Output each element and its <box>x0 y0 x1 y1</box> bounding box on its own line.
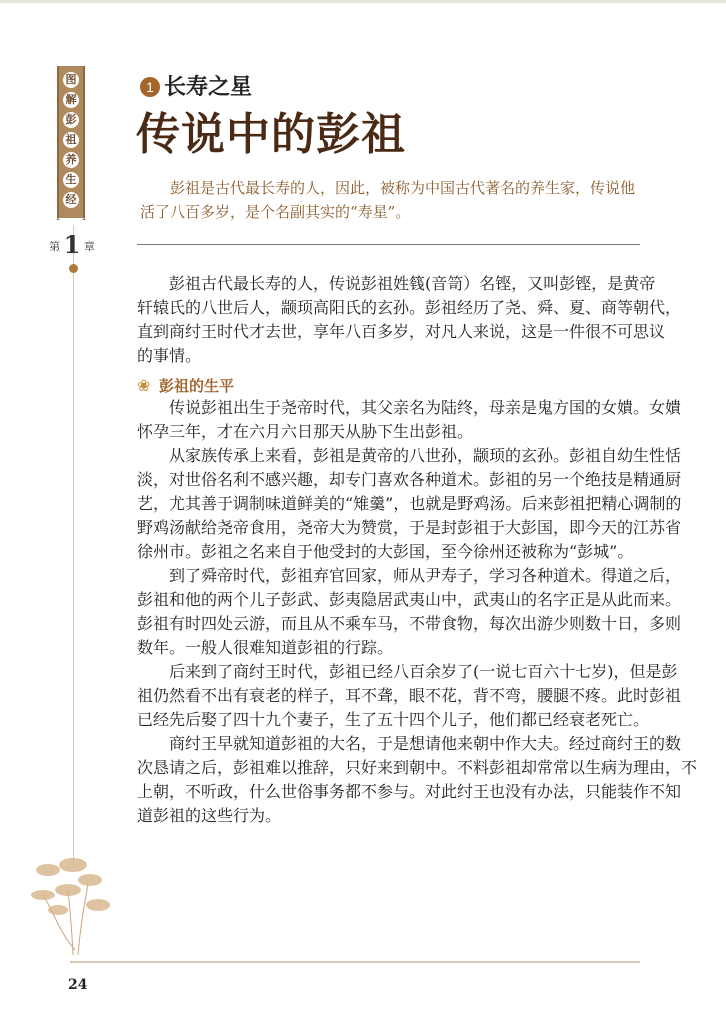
paragraph-line: 已经先后娶了四十九个妻子，生了五十四个儿子，他们都已经衰老死亡。 <box>137 710 650 729</box>
series-title-char: 养 <box>63 152 79 168</box>
section-heading-text: 彭祖的生平 <box>159 377 235 395</box>
margin-rule <box>73 225 74 865</box>
paragraph-line: 的事情。 <box>137 346 202 365</box>
paragraph-line: 道彭祖的这些行为。 <box>137 806 282 825</box>
chapter-number: 1 <box>63 230 81 259</box>
series-title-char: 生 <box>63 172 79 188</box>
paragraph-line: 上朝，不听政，什么世俗事务都不参与。对此纣王也没有办法，只能装作不知 <box>137 782 682 801</box>
paragraph-line: 怀孕三年，才在六月六日那天从胁下生出彭祖。 <box>137 422 474 441</box>
paragraph-line: 淡，对世俗名利不感兴趣，却专门喜欢各种道术。彭祖的另一个绝技是精通厨 <box>137 470 682 489</box>
paragraph-line: 祖仍然看不出有衰老的样子，耳不聋，眼不花，背不弯，腰腿不疼。此时彭祖 <box>137 686 682 705</box>
paragraph-line: 艺，尤其善于调制味道鲜美的“雉羹”，也就是野鸡汤。后来彭祖把精心调制的 <box>137 494 682 513</box>
paragraph-line: 次恳请之后，彭祖难以推辞，只好来到朝中。不料彭祖却常常以生病为理由，不 <box>137 758 698 777</box>
series-title-char: 图 <box>63 72 79 88</box>
paragraph-line: 彭祖有时四处云游，而且从不乘车马，不带食物，每次出游少则数十日，多则 <box>137 614 682 633</box>
paragraph-line: 数年。一般人很难知道彭祖的行踪。 <box>137 638 394 657</box>
tree-illustration-icon <box>28 850 118 960</box>
paragraph-line: 传说彭祖出生于尧帝时代，其父亲名为陆终，母亲是鬼方国的女嬇。女嬇 <box>169 398 682 417</box>
paragraph-line: 到了舜帝时代，彭祖弃官回家，师从尹寿子，学习各种道术。得道之后， <box>169 566 682 585</box>
paragraph-line: 从家族传承上来看，彭祖是黄帝的八世孙，颛顼的玄孙。彭祖自幼生性恬 <box>169 446 682 465</box>
series-title-char: 彭 <box>63 112 79 128</box>
paragraph-line: 彭祖和他的两个儿子彭武、彭夷隐居武夷山中，武夷山的名字正是从此而来。 <box>137 590 682 609</box>
series-title-char: 经 <box>63 192 79 208</box>
page-number: 24 <box>68 977 88 993</box>
footer-rule <box>70 961 640 963</box>
section-number-badge: 1 <box>140 77 160 97</box>
band-notch <box>57 218 85 226</box>
series-title-char: 祖 <box>63 132 79 148</box>
paragraph-line: 徐州市。彭祖之名来自于他受封的大彭国，至今徐州还被称为“彭城”。 <box>137 542 634 561</box>
chapter-prefix: 第 <box>49 240 61 253</box>
paragraph-line: 彭祖古代最长寿的人，传说彭祖姓篯(音笥）名铿，又叫彭铿，是黄帝 <box>169 274 656 293</box>
paragraph-line: 直到商纣王时代才去世，享年八百多岁，对凡人来说，这是一件很不可思议 <box>137 322 666 341</box>
chapter-suffix: 章 <box>83 240 95 253</box>
lotus-icon: ❀ <box>137 376 151 395</box>
paragraph-line: 商纣王早就知道彭祖的大名，于是想请他来朝中作大夫。经过商纣王的数 <box>169 734 682 753</box>
body-text <box>137 272 698 828</box>
paragraph-line: 野鸡汤献给尧帝食用，尧帝大为赞赏，于是封彭祖于大彭国，即今天的江苏省 <box>137 518 682 537</box>
chapter-label <box>42 230 102 259</box>
series-title-char: 解 <box>63 92 79 108</box>
paragraph-line: 轩辕氏的八世后人，颛顼高阳氏的玄孙。彭祖经历了尧、舜、夏、商等朝代， <box>137 298 682 317</box>
section-subtitle: 长寿之星 <box>164 74 253 100</box>
margin-dot <box>69 264 78 273</box>
series-title-band <box>57 66 85 220</box>
intro-text: 彭祖是古代最长寿的人，因此，被称为中国古代著名的养生家，传说他活了八百多岁，是个名副其实的“寿星”。 <box>140 179 636 221</box>
paragraph-line: 后来到了商纣王时代，彭祖已经八百余岁了(一说七百六十七岁)，但是彭 <box>169 662 678 681</box>
page-title: 传说中的彭祖 <box>136 109 406 160</box>
divider <box>137 244 640 245</box>
page-top-border <box>0 0 726 3</box>
